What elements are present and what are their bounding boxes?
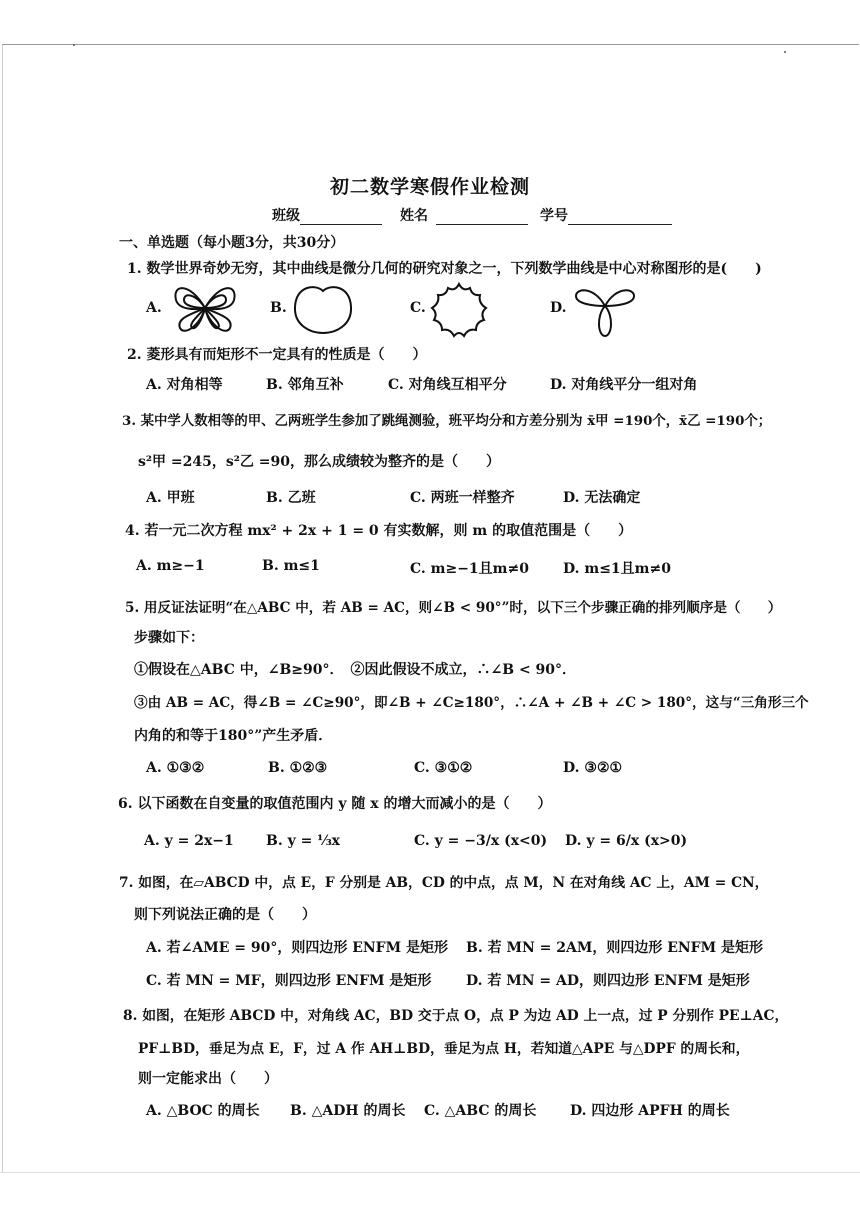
question-4: 4. 若一元二次方程 mx² + 2x + 1 = 0 有实数解，则 m 的取值范围是（ ） <box>125 523 633 539</box>
q2-option-d: D. 对角线平分一组对角 <box>550 377 698 393</box>
q4-option-c: C. m≥−1且m≠0 <box>410 561 529 577</box>
q6-option-d: D. y = 6/x (x>0) <box>565 833 688 849</box>
three-leaf-rose-icon <box>570 282 640 338</box>
class-label: 班级 <box>272 208 300 224</box>
q8-option-c: C. △ABC 的周长 <box>424 1103 537 1119</box>
q7-option-a: A. 若∠AME = 90°，则四边形 ENFM 是矩形 <box>146 940 448 956</box>
page-bottom-edge <box>0 1172 860 1173</box>
q5-step-3: ③由 AB = AC，得∠B = ∠C≥90°，即∠B + ∠C≥180°，∴∠A + ∠B + ∠C > 180°，这与“三角形三个 <box>134 695 809 711</box>
question-3-line-2: s²甲 =245，s²乙 =90，那么成绩较为整齐的是（ ） <box>138 454 500 470</box>
q4-option-b: B. m≤1 <box>262 558 320 574</box>
star-curve-icon <box>428 282 490 338</box>
question-8-line-1: 8. 如图，在矩形 ABCD 中，对角线 AC，BD 交于点 O，点 P 为边 AD 上一点，过 P 分别作 PE⊥AC， <box>123 1008 789 1024</box>
q7-option-d: D. 若 MN = AD，则四边形 ENFM 是矩形 <box>466 973 750 989</box>
q8-option-b: B. △ADH 的周长 <box>290 1103 406 1119</box>
name-label: 姓名 <box>400 208 428 224</box>
q6-option-b: B. y = ⅓x <box>266 833 341 849</box>
q4-option-d: D. m≤1且m≠0 <box>563 561 671 577</box>
question-8-line-2: PF⊥BD，垂足为点 E，F，过 A 作 AH⊥BD，垂足为点 H，若知道△APE 与△DPF 的周长和， <box>138 1041 750 1057</box>
q3-option-c: C. 两班一样整齐 <box>410 490 515 506</box>
q3-option-a: A. 甲班 <box>146 490 195 506</box>
q1-option-b: B. <box>270 300 287 316</box>
q3-option-d: D. 无法确定 <box>563 490 641 506</box>
q5-option-a: A. ①③② <box>146 760 205 776</box>
scan-speck <box>73 44 75 46</box>
q5-step-3-continued: 内角的和等于180°”产生矛盾． <box>134 728 333 744</box>
question-1: 1. 数学世界奇妙无穷，其中曲线是微分几何的研究对象之一，下列数学曲线是中心对称图形的是( ) <box>127 261 762 277</box>
cardioid-curve-icon <box>292 283 354 335</box>
name-field <box>400 205 528 225</box>
q5-steps-intro: 步骤如下： <box>134 630 204 646</box>
q1-option-d: D. <box>550 300 567 316</box>
question-7-line-1: 7. 如图，在▱ABCD 中，点 E，F 分别是 AB，CD 的中点，点 M，N 在对角线 AC 上，AM = CN， <box>119 875 769 891</box>
q8-option-d: D. 四边形 APFH 的周长 <box>570 1103 730 1119</box>
question-5: 5. 用反证法证明“在△ABC 中，若 AB = AC，则∠B < 90°”时，以下三个步骤正确的排列顺序是（ ） <box>125 600 782 616</box>
question-7-line-2: 则下列说法正确的是（ ） <box>134 907 316 923</box>
q2-option-c: C. 对角线互相平分 <box>388 377 507 393</box>
q5-steps-1-2: ①假设在△ABC 中，∠B≥90°． ②因此假设不成立，∴∠B < 90°． <box>134 662 577 678</box>
question-8-line-3: 则一定能求出（ ） <box>138 1071 278 1087</box>
page-title: 初二数学寒假作业检测 <box>329 176 530 198</box>
section-heading: 一、单选题（每小题3分，共30分） <box>119 235 345 251</box>
q7-option-b: B. 若 MN = 2AM，则四边形 ENFM 是矩形 <box>466 940 763 956</box>
student-no-field <box>540 205 672 225</box>
q5-option-b: B. ①②③ <box>268 760 328 776</box>
class-field <box>272 205 382 225</box>
q8-option-a: A. △BOC 的周长 <box>146 1103 260 1119</box>
q7-option-c: C. 若 MN = MF，则四边形 ENFM 是矩形 <box>146 973 432 989</box>
q4-option-a: A. m≥−1 <box>136 558 205 574</box>
question-2: 2. 菱形具有而矩形不一定具有的性质是（ ） <box>127 347 427 363</box>
student-no-label: 学号 <box>540 208 568 224</box>
q3-option-b: B. 乙班 <box>266 490 316 506</box>
q6-option-a: A. y = 2x−1 <box>144 833 234 849</box>
question-3-line-1: 3. 某中学人数相等的甲、乙两班学生参加了跳绳测验，班平均分和方差分别为 x̄甲 =190个，x̄乙 =190个； <box>122 413 772 429</box>
q6-option-c: C. y = −3/x (x<0) <box>414 833 548 849</box>
scan-speck <box>784 51 786 53</box>
q2-option-b: B. 邻角互补 <box>266 377 344 393</box>
q1-option-c: C. <box>410 300 426 316</box>
question-6: 6. 以下函数在自变量的取值范围内 y 随 x 的增大而减小的是（ ） <box>118 796 552 812</box>
q5-option-c: C. ③①② <box>414 760 473 776</box>
butterfly-curve-icon <box>170 280 240 336</box>
q5-option-d: D. ③②① <box>563 760 623 776</box>
q2-option-a: A. 对角相等 <box>146 377 223 393</box>
q1-option-a: A. <box>146 300 162 316</box>
